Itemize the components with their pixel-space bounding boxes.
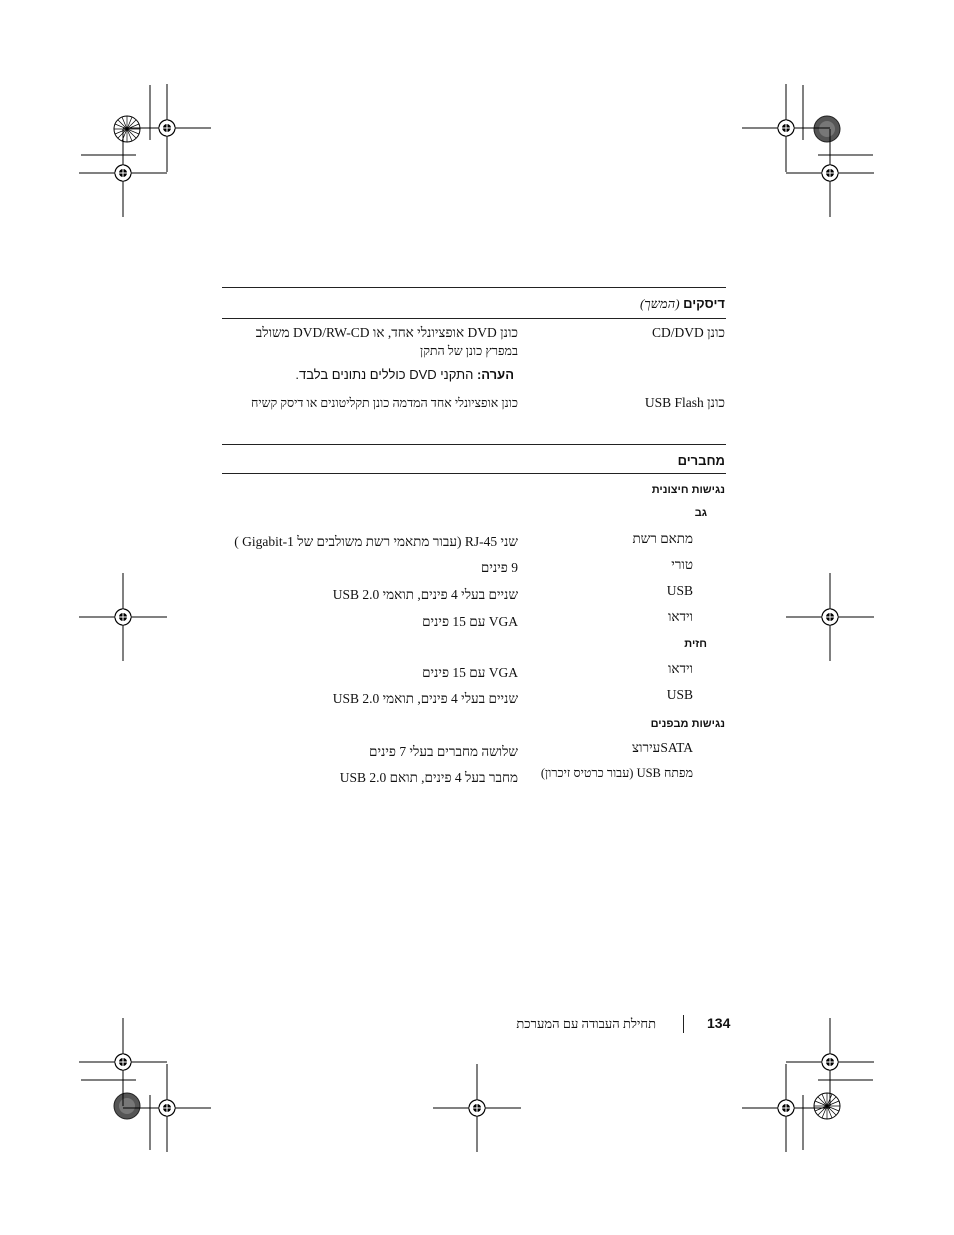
connectors-top-rule <box>222 444 726 445</box>
cd-dvd-drive-value-line2: במפרץ כונן של התקן <box>420 344 518 358</box>
back-serial-label: טורי <box>671 557 693 572</box>
internal-access-title: נגישות מבפנים <box>650 718 725 730</box>
page-number: 134 <box>707 1015 731 1031</box>
usb-flash-drive-label: כונן USB Flash <box>644 395 725 410</box>
usb-flash-drive-value: כונן אופציונלי אחד המדמה כונן תקליטונים או דיסק קשיח <box>250 396 518 410</box>
cd-dvd-drive-label: כונן CD/DVD <box>651 325 725 340</box>
back-serial-value: 9 פינים <box>480 560 518 575</box>
cd-dvd-drive-value-line1: כונן DVD אופציונלי אחד, או DVD/RW-CD משולב <box>255 325 518 340</box>
internal-usb-key-label: מפתח USB (עבור כרטיס זיכרון) <box>540 766 693 780</box>
disks-title: דיסקים <box>683 296 725 311</box>
internal-sata-value: שלושה מחברים בעלי 7 פינים <box>369 744 518 759</box>
back-network-adapter-label: מתאם רשת <box>632 531 693 546</box>
disks-section-title <box>640 296 725 312</box>
internal-sata-label: SATAעירוצ <box>631 740 693 755</box>
front-usb-value: שניים בעלי 4 פינים, תואמי USB 2.0 <box>332 691 518 706</box>
footer-chapter-title: תחילת העבודה עם המערכת <box>516 1016 656 1031</box>
front-video-value: VGA עם 15 פינים <box>422 665 518 680</box>
front-usb-label: USB <box>666 687 693 702</box>
front-title: חזית <box>684 638 707 650</box>
connectors-header-rule <box>222 473 726 474</box>
disks-header-rule <box>222 318 726 319</box>
disks-title-continued: (המשך) <box>639 296 680 311</box>
back-usb-label: USB <box>666 583 693 598</box>
section-top-rule <box>222 287 726 288</box>
note-label: הערה: <box>476 367 514 382</box>
note-text: התקני DVD כוללים נתונים בלבד. <box>295 367 474 382</box>
internal-usb-key-value: מחבר בעל 4 פינים, תואם USB 2.0 <box>339 770 518 785</box>
front-video-label: וידאו <box>667 661 693 676</box>
back-usb-value: שניים בעלי 4 פינים, תואמי USB 2.0 <box>332 587 518 602</box>
external-access-title: נגישות חיצונית <box>651 484 725 496</box>
back-video-value: VGA עם 15 פינים <box>422 614 518 629</box>
footer-divider <box>683 1015 684 1033</box>
back-title: גב <box>694 507 707 519</box>
back-network-adapter-value: שני RJ-45 (עבור מתאמי רשת משולבים של 1-Gigabit ) <box>234 534 518 549</box>
dvd-note <box>295 367 514 382</box>
connectors-section-title: מחברים <box>677 453 725 468</box>
back-video-label: וידאו <box>667 609 693 624</box>
